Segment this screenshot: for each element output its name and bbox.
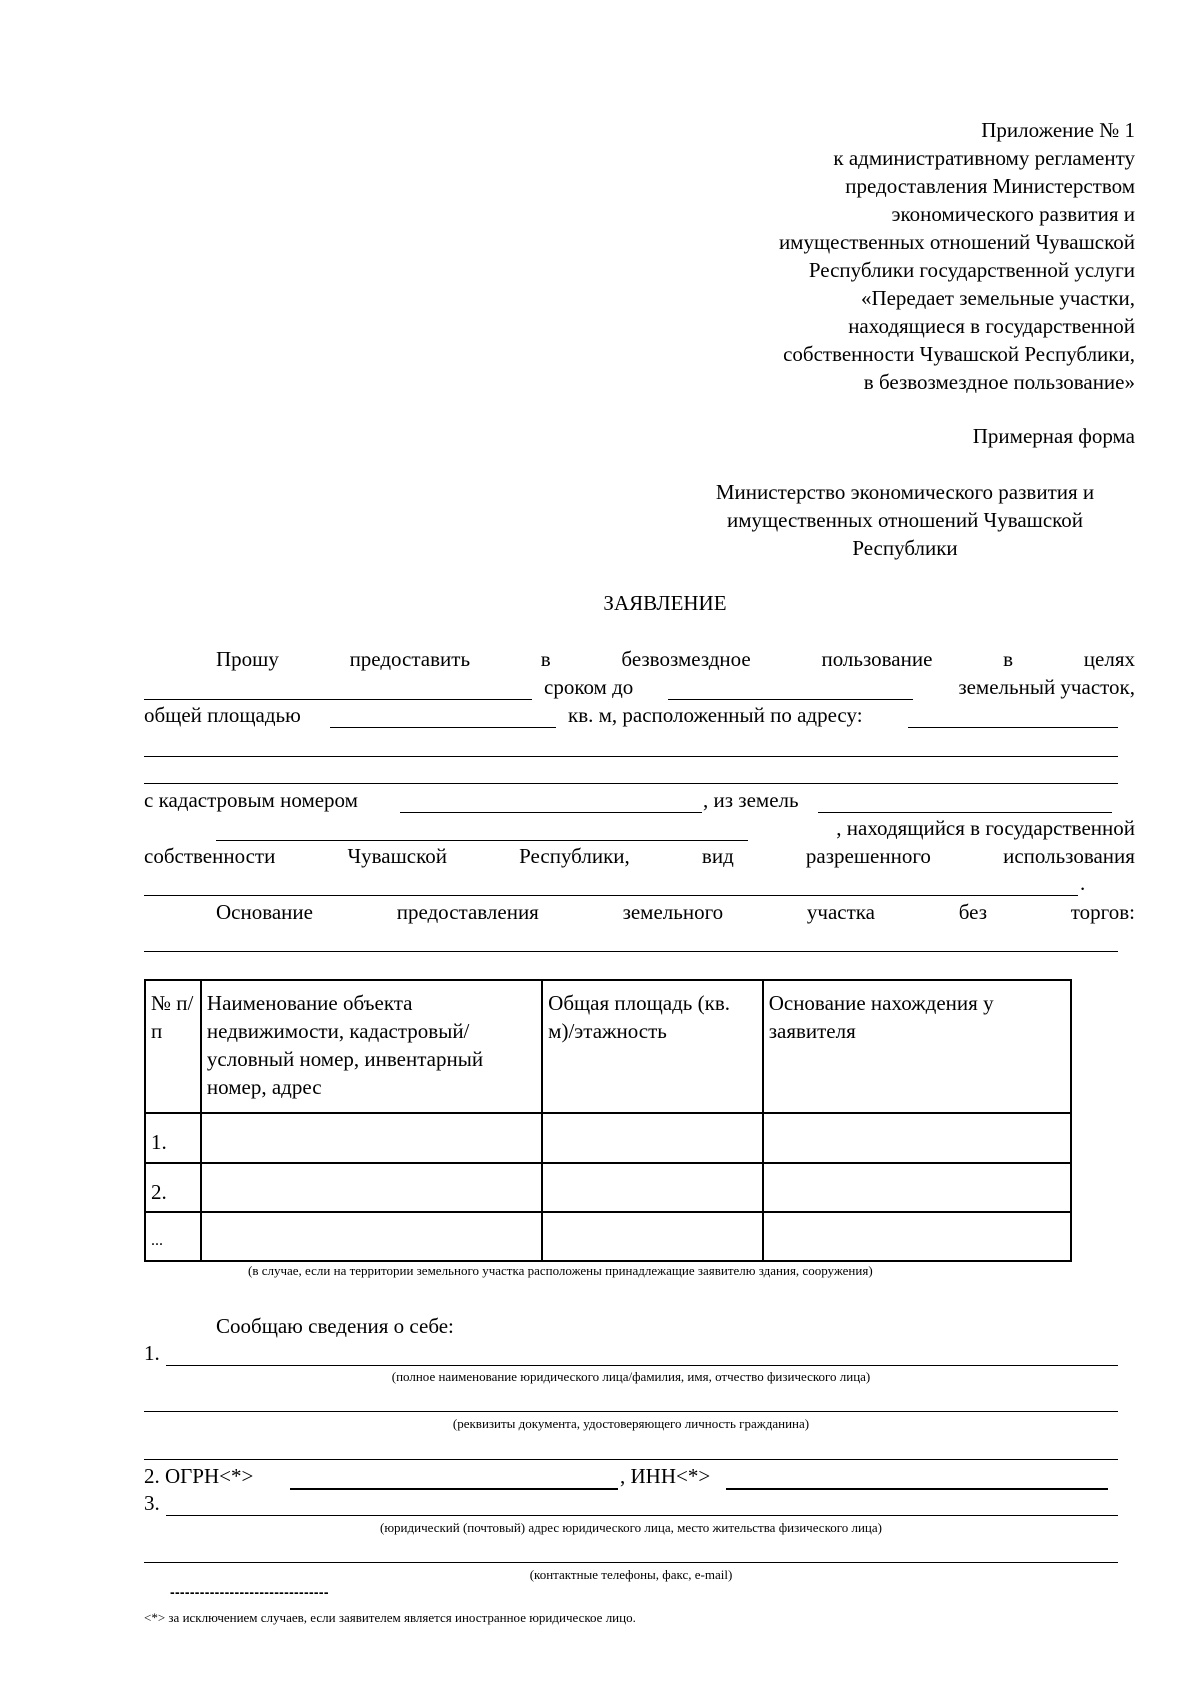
- word: Республики,: [519, 844, 630, 868]
- row-number: 1.: [145, 1113, 201, 1163]
- address-field-line[interactable]: [144, 756, 1118, 757]
- word: участка: [806, 900, 875, 924]
- table-cell[interactable]: [201, 1163, 542, 1212]
- basis-line: [216, 898, 1135, 926]
- appendix-line: «Передает земельные участки,: [860, 286, 1135, 310]
- appendix-line: к административному регламенту: [833, 146, 1135, 170]
- word: земельного: [622, 900, 724, 924]
- request-line-6: [144, 842, 1135, 870]
- table-cell[interactable]: [201, 1113, 542, 1163]
- word: Чувашской: [347, 844, 447, 868]
- word: в: [1003, 647, 1014, 671]
- appendix-header: [615, 116, 1135, 396]
- lands-field[interactable]: [818, 812, 1112, 813]
- word: пользование: [821, 647, 933, 671]
- word: безвозмездное: [621, 647, 751, 671]
- area-label: общей площадью: [144, 703, 301, 727]
- word: торгов:: [1070, 900, 1135, 924]
- header-object-name: Наименование объекта недвижимости, кадастровый/условный номер, инвентарный номер, адрес: [201, 980, 542, 1113]
- area-field[interactable]: [330, 727, 556, 728]
- item-3-number: 3.: [144, 1491, 160, 1515]
- document-title: ЗАЯВЛЕНИЕ: [603, 591, 727, 615]
- appendix-line: экономического развития и: [891, 202, 1135, 226]
- inn-field[interactable]: [726, 1488, 1108, 1490]
- state-property-label: , находящийся в государственной: [836, 816, 1135, 840]
- term-field[interactable]: [668, 699, 913, 700]
- table-cell[interactable]: [201, 1212, 542, 1261]
- appendix-line: собственности Чувашской Республики,: [783, 342, 1135, 366]
- word: Основание: [216, 900, 313, 924]
- inn-label: , ИНН<*>: [620, 1464, 711, 1488]
- addressee-line: Республики: [852, 536, 958, 560]
- term-label: сроком до: [544, 675, 634, 699]
- permitted-use-field[interactable]: [144, 895, 1078, 896]
- word: предоставить: [349, 647, 471, 671]
- table-cell[interactable]: [763, 1212, 1071, 1261]
- word: использования: [1003, 844, 1135, 868]
- footnote-separator: --------------------------------: [170, 1584, 329, 1600]
- item-1-number: 1.: [144, 1341, 160, 1365]
- purpose-field[interactable]: [144, 699, 532, 700]
- lands-field-continued[interactable]: [216, 840, 748, 841]
- footnote-text: <*> за исключением случаев, если заявителем является иностранное юридическое лицо.: [144, 1610, 636, 1625]
- cadastral-label: с кадастровым номером: [144, 788, 358, 812]
- header-basis: Основание нахождения у заявителя: [763, 980, 1071, 1113]
- basis-field[interactable]: [144, 951, 1118, 952]
- table-cell[interactable]: [542, 1163, 763, 1212]
- appendix-line: Приложение № 1: [981, 118, 1135, 142]
- word: собственности: [144, 844, 276, 868]
- row-number: ...: [145, 1212, 201, 1261]
- applicant-address-field[interactable]: [166, 1515, 1118, 1516]
- appendix-line: находящиеся в государственной: [848, 314, 1135, 338]
- cadastral-field[interactable]: [400, 812, 702, 813]
- real-estate-table: [144, 979, 1072, 1262]
- table-cell[interactable]: [542, 1113, 763, 1163]
- table-row: [145, 1212, 1071, 1261]
- appendix-line: предоставления Министерством: [845, 174, 1135, 198]
- contacts-hint: (контактные телефоны, факс, e-mail): [529, 1567, 733, 1582]
- table-note: (в случае, если на территории земельного участка расположены принадлежащие заявителю здания, сооружения): [248, 1263, 873, 1278]
- identity-document-hint: (реквизиты документа, удостоверяющего личность гражданина): [452, 1416, 810, 1431]
- word: предоставления: [396, 900, 539, 924]
- lands-label: , из земель: [703, 788, 799, 812]
- header-area: Общая площадь (кв. м)/этажность: [542, 980, 763, 1113]
- address-label: кв. м, расположенный по адресу:: [568, 703, 863, 727]
- word: целях: [1083, 647, 1135, 671]
- ogrn-label: 2. ОГРН<*>: [144, 1464, 254, 1488]
- word: разрешенного: [805, 844, 931, 868]
- plot-label: земельный участок,: [958, 675, 1135, 699]
- word: вид: [701, 844, 734, 868]
- identity-document-field[interactable]: [144, 1411, 1118, 1412]
- appendix-line: в безвозмездное пользование»: [863, 370, 1135, 394]
- applicant-name-field[interactable]: [166, 1365, 1118, 1366]
- request-line-1: [216, 645, 1135, 673]
- word: в: [540, 647, 551, 671]
- table-cell[interactable]: [763, 1113, 1071, 1163]
- table-header-row: [145, 980, 1071, 1113]
- period-mark: .: [1080, 871, 1086, 895]
- header-number: № п/п: [145, 980, 201, 1113]
- contacts-field[interactable]: [144, 1562, 1118, 1563]
- form-type-label: Примерная форма: [972, 424, 1135, 448]
- applicant-intro: Сообщаю сведения о себе:: [216, 1314, 454, 1338]
- table-cell[interactable]: [542, 1212, 763, 1261]
- appendix-line: Республики государственной услуги: [808, 258, 1135, 282]
- table-row: [145, 1163, 1071, 1212]
- row-number: 2.: [145, 1163, 201, 1212]
- applicant-address-hint: (юридический (почтовый) адрес юридического лица, место жительства физического лица): [380, 1520, 882, 1535]
- appendix-line: имущественных отношений Чувашской: [778, 230, 1135, 254]
- addressee-line: имущественных отношений Чувашской: [726, 508, 1084, 532]
- applicant-name-hint: (полное наименование юридического лица/фамилия, имя, отчество физического лица): [391, 1369, 871, 1384]
- table-row: [145, 1113, 1071, 1163]
- addressee-line: Министерство экономического развития и: [715, 480, 1095, 504]
- word: Прошу: [216, 647, 279, 671]
- address-field[interactable]: [908, 727, 1118, 728]
- table-cell[interactable]: [763, 1163, 1071, 1212]
- word: без: [958, 900, 987, 924]
- ogrn-field[interactable]: [290, 1488, 618, 1490]
- identity-document-field-2[interactable]: [144, 1459, 1118, 1460]
- address-field-line[interactable]: [144, 783, 1118, 784]
- addressee-block: [680, 478, 1130, 562]
